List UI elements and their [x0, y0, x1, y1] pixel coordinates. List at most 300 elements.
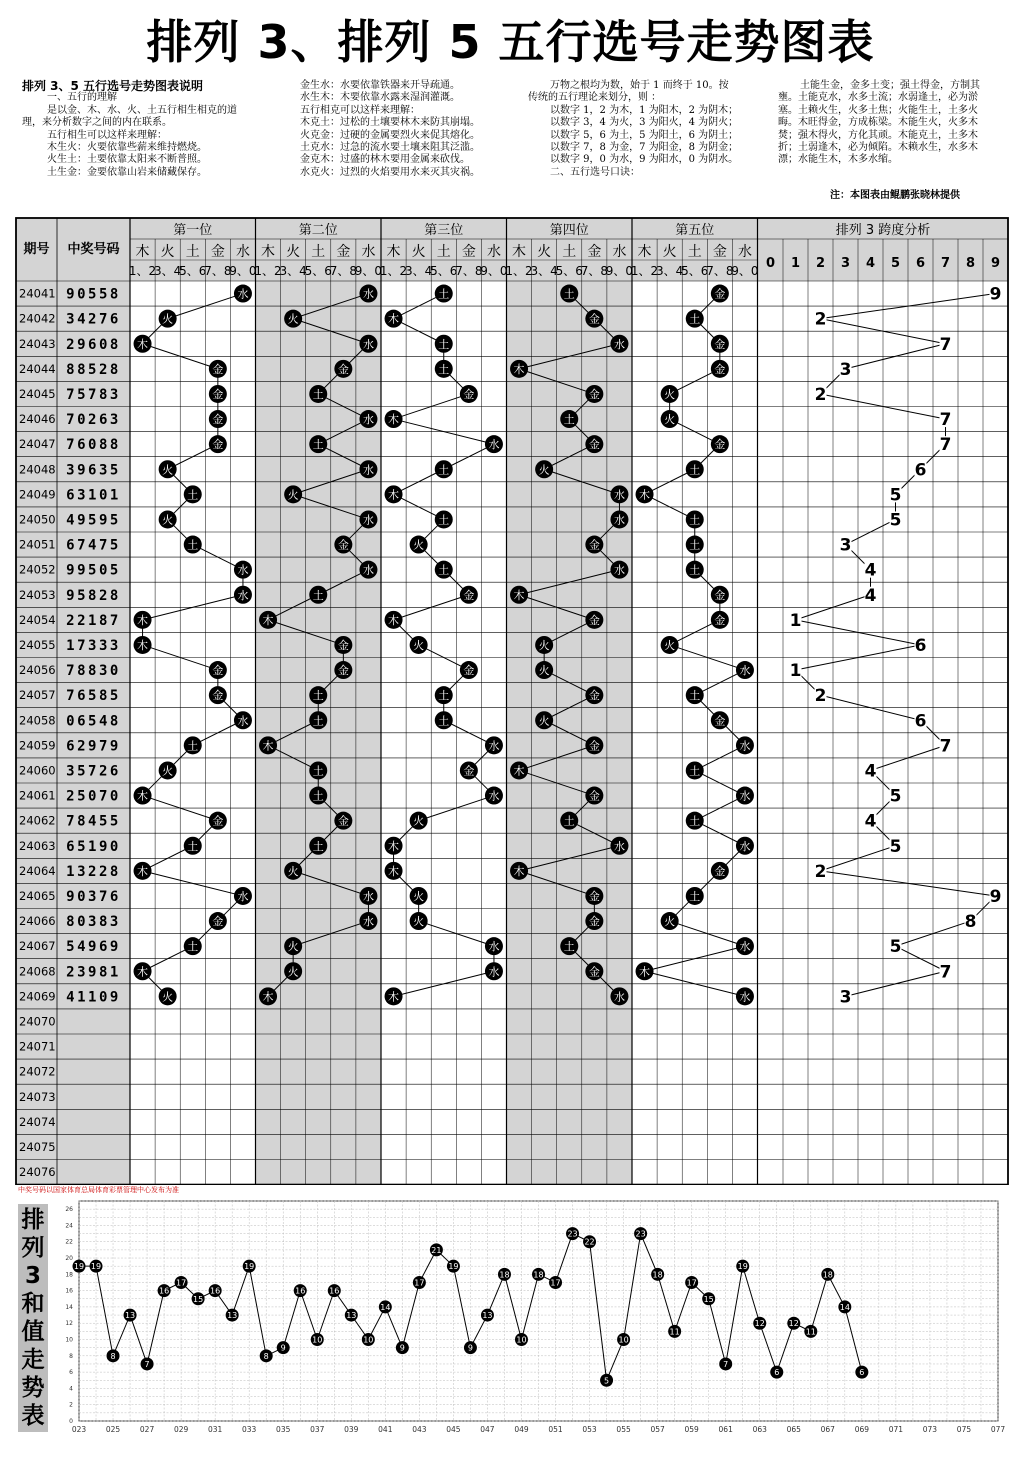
span-value: 5 [889, 786, 902, 807]
element-marker-label: 金 [588, 387, 600, 401]
element-marker-label: 水 [237, 588, 249, 602]
intro-line: 漂；水能生木，木多水缩。 [778, 154, 898, 166]
element-marker-label: 木 [137, 965, 149, 979]
intro-line: 传统的五行理论来划分，则 ： [528, 92, 662, 104]
element-marker-label: 土 [563, 413, 575, 427]
digit-pair-header: 1、2 [128, 264, 157, 278]
element-marker-label: 土 [689, 889, 701, 903]
element-marker-label: 火 [162, 764, 174, 778]
element-marker-label: 土 [187, 739, 199, 753]
element-marker-label: 水 [739, 789, 751, 803]
sum-point-label: 10 [516, 1335, 527, 1345]
span-value: 2 [814, 309, 827, 330]
sum-point-label: 19 [244, 1262, 255, 1272]
number-cell: 78830 [66, 663, 121, 680]
sum-x-tick: 063 [752, 1425, 767, 1434]
period-cell: 24057 [19, 688, 56, 703]
element-marker-label: 土 [438, 362, 450, 376]
element-marker-label: 木 [137, 613, 149, 627]
number-cell: 99505 [66, 562, 121, 579]
digit-pair-header: 1、2 [254, 264, 282, 278]
element-marker-label: 水 [362, 563, 374, 577]
element-marker-label: 金 [212, 689, 224, 703]
period-cell: 24056 [19, 663, 56, 678]
span-value: 1 [789, 610, 802, 631]
element-marker-label: 金 [337, 638, 349, 652]
element-marker-label: 土 [689, 814, 701, 828]
element-marker-label: 木 [137, 337, 149, 351]
span-digit-header: 7 [940, 256, 951, 271]
element-marker-label: 木 [262, 739, 274, 753]
digit-pair-header: 5、6 [304, 264, 332, 278]
sum-x-tick: 045 [446, 1425, 461, 1434]
period-header: 期号 [23, 242, 50, 257]
element-marker-label: 金 [588, 915, 600, 929]
intro-line: 土克水：过急的流水要土壤来阻其泛滥。 [300, 142, 480, 154]
element-marker-label: 水 [488, 965, 500, 979]
element-marker-label: 土 [312, 588, 324, 602]
element-marker-label: 火 [413, 915, 425, 929]
number-cell: 90376 [66, 888, 121, 905]
element-marker-label: 土 [689, 463, 701, 477]
digit-pair-header: 3、4 [405, 264, 433, 278]
sum-point-label: 7 [723, 1359, 729, 1369]
element-header: 土 [311, 244, 326, 260]
sum-x-tick: 043 [412, 1425, 427, 1434]
digit-pair-header: 3、4 [154, 264, 182, 278]
number-cell: 63101 [66, 487, 121, 504]
element-marker-label: 土 [689, 689, 701, 703]
span-value: 5 [889, 485, 902, 506]
period-cell: 24049 [19, 487, 56, 502]
digit-pair-header: 3、4 [279, 264, 307, 278]
intro-line: 木克土：过松的土壤要林木来防其崩塌。 [300, 117, 480, 129]
sum-x-tick: 061 [718, 1425, 733, 1434]
sum-x-tick: 071 [888, 1425, 904, 1434]
element-marker-label: 金 [337, 538, 349, 552]
element-marker-label: 水 [362, 337, 374, 351]
element-header: 木 [386, 244, 401, 260]
element-marker-label: 火 [287, 864, 299, 878]
intro-line: 万物之根均为数，始于 1 而终于 10。按 [550, 80, 729, 91]
period-cell: 24043 [19, 336, 56, 351]
span-digit-header: 2 [815, 256, 826, 271]
span-value: 4 [864, 811, 877, 832]
element-marker-label: 火 [287, 488, 299, 502]
sum-x-tick: 065 [786, 1425, 801, 1434]
element-marker-label: 土 [312, 438, 324, 452]
sum-x-tick: 033 [242, 1425, 257, 1434]
period-cell: 24058 [19, 713, 56, 728]
element-header: 火 [411, 244, 426, 260]
sum-title-char: 列 [21, 1235, 45, 1261]
element-marker-label: 金 [714, 714, 726, 728]
intro-line: 是以金、木、水、火、土五行相生相克的道 [47, 104, 237, 116]
number-cell: 41109 [66, 989, 121, 1006]
element-marker-label: 土 [312, 714, 324, 728]
period-cell: 24054 [19, 612, 56, 627]
element-marker-label: 木 [388, 990, 400, 1004]
sum-x-tick: 047 [480, 1425, 495, 1434]
sum-point-label: 21 [431, 1245, 442, 1255]
element-marker-label: 土 [438, 287, 450, 301]
period-cell: 24067 [19, 939, 56, 954]
intro-line: 金生水：水要依靠铁器来开导疏通。 [300, 80, 460, 91]
element-marker-label: 土 [312, 387, 324, 401]
element-marker-label: 金 [588, 789, 600, 803]
element-marker-label: 土 [187, 940, 199, 954]
intro-line: 二、五行选号口诀： [550, 166, 640, 178]
element-marker-label: 金 [714, 864, 726, 878]
element-marker-label: 水 [362, 463, 374, 477]
element-marker-label: 木 [137, 789, 149, 803]
element-marker-label: 金 [714, 287, 726, 301]
intro-line: 以数字 1，2 为木，1 为阳木，2 为阴木； [550, 104, 739, 116]
number-cell: 49595 [66, 512, 121, 529]
span-value: 3 [839, 535, 852, 556]
position-header: 第二位 [298, 223, 338, 238]
element-header: 火 [160, 244, 175, 260]
period-cell: 24059 [19, 738, 56, 753]
period-cell: 24065 [19, 888, 56, 903]
element-header: 土 [687, 244, 702, 260]
element-marker-label: 土 [187, 538, 199, 552]
period-cell: 24072 [19, 1064, 56, 1079]
intro-line: 壅。土能克水，水多土流；水弱逢土，必为淤 [778, 92, 978, 104]
period-cell: 24075 [19, 1139, 56, 1154]
element-marker-label: 水 [237, 287, 249, 301]
number-cell: 62979 [66, 738, 121, 755]
element-marker-label: 火 [664, 638, 676, 652]
element-marker-label: 土 [438, 463, 450, 477]
element-marker-label: 水 [362, 889, 374, 903]
element-marker-label: 火 [287, 312, 299, 326]
period-cell: 24045 [19, 386, 56, 401]
element-marker-label: 木 [513, 864, 525, 878]
intro-line: 折；土弱逢木，必为倾陷。木赖水生，水多木 [778, 142, 978, 154]
element-header: 土 [185, 244, 200, 260]
element-marker-label: 金 [212, 362, 224, 376]
element-marker-label: 水 [362, 413, 374, 427]
period-cell: 24052 [19, 562, 56, 577]
element-marker-label: 木 [137, 638, 149, 652]
sum-point-label: 16 [158, 1286, 170, 1296]
span-digit-header: 0 [765, 256, 776, 271]
span-value: 7 [939, 736, 952, 757]
span-value: 5 [889, 937, 902, 958]
digit-pair-header: 1、2 [379, 264, 408, 278]
element-header: 金 [461, 244, 476, 260]
sum-x-tick: 029 [173, 1425, 189, 1434]
element-marker-label: 木 [513, 764, 525, 778]
number-cell: 65190 [66, 838, 121, 855]
element-marker-label: 木 [513, 362, 525, 376]
span-value: 2 [814, 861, 827, 882]
element-marker-label: 火 [538, 638, 550, 652]
period-cell: 24070 [19, 1014, 56, 1029]
span-value: 6 [914, 460, 927, 481]
element-marker-label: 金 [714, 613, 726, 627]
element-marker-label: 金 [337, 664, 349, 678]
sum-point-label: 18 [822, 1270, 833, 1280]
sum-y-tick: 4 [69, 1385, 73, 1393]
element-marker-label: 火 [413, 538, 425, 552]
sum-x-tick: 055 [616, 1425, 631, 1434]
sum-point-label: 8 [263, 1351, 269, 1361]
element-marker-label: 金 [714, 588, 726, 602]
number-cell: 88528 [66, 361, 121, 378]
intro-line: 理，来分析数字之间的内在联系。 [22, 117, 172, 129]
position-header: 第三位 [424, 223, 464, 238]
digit-pair-header: 3、4 [656, 264, 684, 278]
element-marker-label: 金 [463, 764, 475, 778]
sum-y-tick: 22 [65, 1238, 73, 1246]
sum-point-label: 19 [73, 1262, 85, 1272]
span-value: 2 [814, 686, 827, 707]
period-cell: 24063 [19, 838, 56, 853]
element-header: 金 [210, 244, 225, 260]
sum-x-tick: 073 [922, 1425, 938, 1434]
element-marker-label: 土 [438, 563, 450, 577]
period-cell: 24051 [19, 537, 56, 552]
element-marker-label: 水 [613, 990, 625, 1004]
sum-y-tick: 10 [65, 1336, 73, 1344]
element-marker-label: 水 [613, 513, 625, 527]
sum-point-label: 17 [414, 1278, 425, 1288]
element-marker-label: 水 [488, 739, 500, 753]
number-cell: 17333 [66, 637, 121, 654]
element-marker-label: 木 [513, 588, 525, 602]
sum-x-tick: 031 [207, 1425, 223, 1434]
element-marker-label: 水 [613, 337, 625, 351]
number-cell: 25070 [66, 788, 121, 805]
element-marker-label: 金 [212, 438, 224, 452]
intro-line: 塞。土赖火生，火多土焦；火能生土，土多火 [778, 104, 978, 116]
number-cell: 90558 [66, 286, 121, 303]
element-marker-label: 火 [287, 965, 299, 979]
period-cell: 24060 [19, 763, 56, 778]
intro-line: 水生木：木要依靠水露来湿润灌溉。 [300, 92, 460, 104]
sum-point-label: 14 [839, 1302, 850, 1312]
element-header: 木 [512, 244, 527, 260]
source-note: 中奖号码以国家体育总局体育彩票管理中心发布为准 [18, 1186, 179, 1194]
element-marker-label: 土 [689, 764, 701, 778]
element-marker-label: 水 [237, 563, 249, 577]
span-value: 7 [939, 334, 952, 355]
span-digit-header: 4 [865, 256, 876, 271]
sum-point-label: 19 [737, 1262, 748, 1272]
element-marker-label: 火 [538, 664, 550, 678]
intro-line: 木生火：火要依靠些薪来维持燃烧。 [47, 142, 207, 154]
intro-line: 土生金：金要依靠山岩来储藏保存。 [47, 166, 207, 178]
element-marker-label: 火 [664, 915, 676, 929]
element-marker-label: 土 [438, 689, 450, 703]
span-value: 2 [814, 384, 827, 405]
span-value: 4 [864, 585, 877, 606]
period-cell: 24071 [19, 1039, 56, 1054]
sum-point-label: 10 [363, 1335, 374, 1345]
sum-x-tick: 059 [684, 1425, 699, 1434]
element-marker-label: 土 [689, 513, 701, 527]
element-header: 土 [562, 244, 577, 260]
intro-line: 五行相生可以这样来理解： [47, 129, 167, 141]
element-marker-label: 金 [588, 613, 600, 627]
element-marker-label: 水 [488, 789, 500, 803]
element-header: 水 [361, 244, 376, 260]
number-cell: 70263 [66, 412, 121, 429]
number-cell: 54969 [66, 939, 121, 956]
span-header: 排列 3 跨度分析 [835, 223, 931, 238]
intro-line: 火克金：过硬的金属要烈火来促其熔化。 [300, 129, 480, 141]
sum-point-label: 15 [193, 1294, 204, 1304]
element-marker-label: 木 [388, 864, 400, 878]
element-header: 木 [637, 244, 652, 260]
digit-pair-header: 7、8 [455, 264, 483, 278]
period-cell: 24062 [19, 813, 56, 828]
number-cell: 35726 [66, 763, 121, 780]
digit-pair-header: 5、6 [681, 264, 709, 278]
element-header: 水 [737, 244, 752, 260]
element-marker-label: 金 [337, 362, 349, 376]
element-marker-label: 土 [438, 337, 450, 351]
element-marker-label: 火 [162, 463, 174, 477]
element-header: 水 [612, 244, 627, 260]
element-header: 火 [286, 244, 301, 260]
sum-y-tick: 8 [69, 1352, 73, 1360]
sum-y-tick: 0 [69, 1418, 73, 1425]
intro-line: 五行相克可以这样来理解： [300, 104, 420, 116]
element-header: 金 [587, 244, 602, 260]
sum-point-label: 17 [550, 1278, 561, 1288]
element-marker-label: 金 [588, 889, 600, 903]
intro-line: 一、五行的理解 [47, 92, 117, 104]
number-cell: 06548 [66, 713, 121, 730]
element-marker-label: 水 [739, 990, 751, 1004]
sum-x-tick: 053 [582, 1425, 597, 1434]
number-cell: 95828 [66, 587, 121, 604]
digit-pair-header: 7、8 [580, 264, 608, 278]
element-marker-label: 土 [689, 538, 701, 552]
element-marker-label: 金 [212, 664, 224, 678]
digit-pair-header: 7、8 [204, 264, 232, 278]
sum-point-label: 9 [467, 1343, 473, 1353]
sum-x-tick: 057 [650, 1425, 665, 1434]
element-marker-label: 水 [739, 839, 751, 853]
sum-point-label: 16 [295, 1286, 306, 1296]
sum-y-tick: 18 [65, 1271, 73, 1279]
number-cell: 34276 [66, 311, 121, 328]
sum-point-label: 5 [604, 1376, 610, 1386]
element-header: 火 [662, 244, 677, 260]
credit-note: 注：本图表由鲲鹏张晓林提供 [830, 190, 960, 201]
element-marker-label: 土 [438, 513, 450, 527]
element-marker-label: 金 [588, 438, 600, 452]
sum-y-tick: 12 [65, 1320, 73, 1328]
element-marker-label: 火 [162, 312, 174, 326]
span-value: 9 [989, 284, 1002, 305]
sum-point-label: 12 [788, 1319, 799, 1329]
span-value: 7 [939, 410, 952, 431]
sum-point-label: 6 [859, 1368, 865, 1378]
intro-line: 以数字 5，6 为土，5 为阳土，6 为阴土； [550, 129, 739, 141]
span-digit-header: 6 [915, 256, 926, 271]
period-cell: 24044 [19, 361, 56, 376]
number-cell: 76585 [66, 688, 121, 705]
number-header: 中奖号码 [67, 242, 120, 257]
sum-x-tick: 049 [514, 1425, 529, 1434]
element-marker-label: 火 [538, 714, 550, 728]
sum-point-label: 11 [805, 1327, 816, 1337]
sum-y-tick: 26 [65, 1206, 73, 1214]
element-marker-label: 水 [613, 488, 625, 502]
element-marker-label: 木 [388, 312, 400, 326]
element-marker-label: 金 [337, 814, 349, 828]
sum-point-label: 13 [346, 1311, 357, 1321]
element-marker-label: 金 [588, 312, 600, 326]
element-marker-label: 土 [312, 839, 324, 853]
sum-point-label: 16 [210, 1286, 221, 1296]
element-marker-label: 木 [388, 613, 400, 627]
position-header: 第五位 [675, 223, 715, 238]
sum-point-label: 23 [635, 1229, 646, 1239]
digit-pair-header: 5、6 [179, 264, 207, 278]
element-marker-label: 水 [488, 438, 500, 452]
sum-point-label: 7 [144, 1359, 150, 1369]
period-cell: 24074 [19, 1114, 56, 1129]
period-cell: 24050 [19, 512, 56, 527]
position-header: 第四位 [549, 223, 589, 238]
digit-pair-header: 9、0 [480, 264, 508, 278]
element-marker-label: 水 [739, 664, 751, 678]
span-value: 3 [839, 359, 852, 380]
sum-point-label: 19 [448, 1262, 459, 1272]
period-cell: 24048 [19, 462, 56, 477]
digit-pair-header: 5、6 [555, 264, 583, 278]
element-marker-label: 金 [588, 739, 600, 753]
sum-x-tick: 075 [956, 1425, 972, 1434]
period-cell: 24066 [19, 914, 56, 929]
element-header: 金 [336, 244, 351, 260]
sum-point-label: 15 [703, 1294, 714, 1304]
sum-point-label: 13 [124, 1311, 136, 1321]
sum-y-tick: 14 [65, 1303, 73, 1311]
sum-point-label: 16 [329, 1286, 340, 1296]
period-cell: 24061 [19, 788, 56, 803]
element-marker-label: 木 [388, 488, 400, 502]
span-value: 7 [939, 962, 952, 983]
element-marker-label: 水 [739, 739, 751, 753]
element-header: 火 [537, 244, 552, 260]
sum-point-label: 11 [669, 1327, 680, 1337]
span-digit-header: 9 [990, 256, 1001, 271]
sum-y-tick: 20 [65, 1255, 73, 1263]
intro-line: 晦。木旺得金，方成栋梁。木能生火，火多木 [778, 117, 978, 129]
number-cell: 76088 [66, 437, 121, 454]
element-marker-label: 土 [312, 764, 324, 778]
number-cell: 78455 [66, 813, 121, 830]
element-header: 木 [261, 244, 276, 260]
element-marker-label: 水 [362, 287, 374, 301]
sum-title-char: 和 [21, 1291, 45, 1317]
element-marker-label: 金 [463, 664, 475, 678]
number-cell: 23981 [66, 964, 121, 981]
period-cell: 24047 [19, 437, 56, 452]
element-marker-label: 土 [187, 488, 199, 502]
period-cell: 24041 [19, 286, 56, 301]
span-value: 3 [839, 987, 852, 1008]
sum-point-label: 23 [567, 1229, 578, 1239]
sum-point-label: 9 [280, 1343, 286, 1353]
